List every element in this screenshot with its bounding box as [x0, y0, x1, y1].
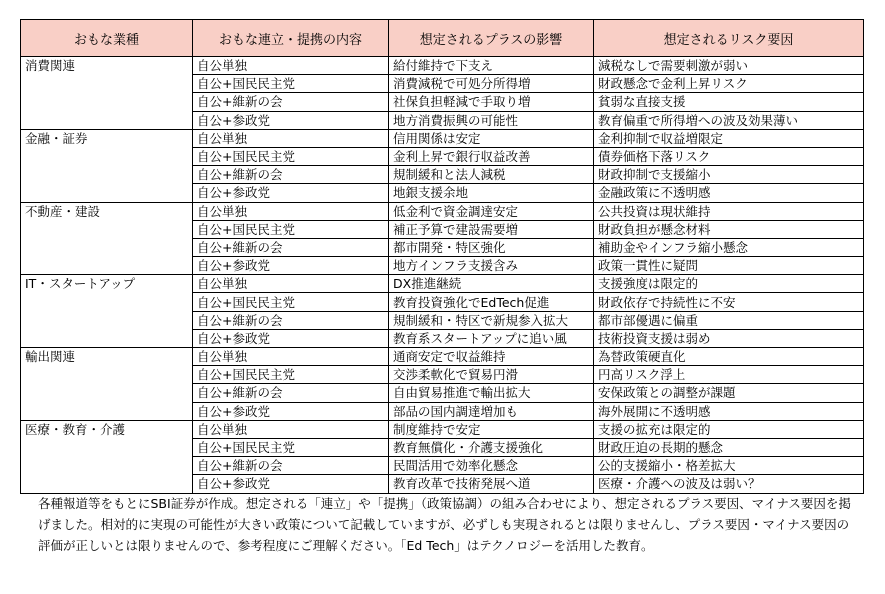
industry-cell: 金融・証券	[21, 129, 193, 202]
plus-impact-cell: 地方インフラ支援含み	[389, 257, 594, 275]
plus-impact-cell: 交渉柔軟化で貿易円滑	[389, 366, 594, 384]
plus-impact-cell: 地銀支援余地	[389, 184, 594, 202]
risk-factor-cell: 債券価格下落リスク	[594, 147, 864, 165]
risk-factor-cell: 円高リスク浮上	[594, 366, 864, 384]
risk-factor-cell: 補助金やインフラ縮小懸念	[594, 238, 864, 256]
plus-impact-cell: 規制緩和と法人減税	[389, 166, 594, 184]
industry-cell: IT・スタートアップ	[21, 275, 193, 348]
risk-factor-cell: 減税なしで需要刺激が弱い	[594, 57, 864, 75]
coalition-cell: 自公+国民民主党	[193, 438, 389, 456]
risk-factor-cell: 支援の拡充は限定的	[594, 420, 864, 438]
industry-cell: 輸出関連	[21, 348, 193, 421]
coalition-cell: 自公+維新の会	[193, 93, 389, 111]
table-row	[21, 129, 864, 147]
plus-impact-cell: 教育投資強化でEdTech促進	[389, 293, 594, 311]
coalition-cell: 自公+維新の会	[193, 311, 389, 329]
plus-impact-cell: 教育改革で技術発展へ道	[389, 475, 594, 493]
plus-impact-cell: 金利上昇で銀行収益改善	[389, 147, 594, 165]
risk-factor-cell: 都市部優遇に偏重	[594, 311, 864, 329]
risk-factor-cell: 財政負担が懸念材料	[594, 220, 864, 238]
coalition-cell: 自公+国民民主党	[193, 220, 389, 238]
plus-impact-cell: 都市開発・特区強化	[389, 238, 594, 256]
header-industry: おもな業種	[21, 20, 193, 57]
coalition-cell: 自公+国民民主党	[193, 366, 389, 384]
plus-impact-cell: 給付維持で下支え	[389, 57, 594, 75]
plus-impact-cell: 補正予算で建設需要増	[389, 220, 594, 238]
risk-factor-cell: 政策一貫性に疑問	[594, 257, 864, 275]
table-row	[21, 57, 864, 75]
header-plus-impact: 想定されるプラスの影響	[389, 20, 594, 57]
coalition-cell: 自公単独	[193, 129, 389, 147]
coalition-cell: 自公単独	[193, 202, 389, 220]
risk-factor-cell: 支援強度は限定的	[594, 275, 864, 293]
header-row	[21, 20, 864, 57]
industry-cell: 医療・教育・介護	[21, 420, 193, 493]
plus-impact-cell: 教育無償化・介護支援強化	[389, 438, 594, 456]
risk-factor-cell: 貧弱な直接支援	[594, 93, 864, 111]
plus-impact-cell: 地方消費振興の可能性	[389, 111, 594, 129]
coalition-cell: 自公+維新の会	[193, 457, 389, 475]
plus-impact-cell: 自由貿易推進で輸出拡大	[389, 384, 594, 402]
coalition-cell: 自公+参政党	[193, 475, 389, 493]
plus-impact-cell: 規制緩和・特区で新規参入拡大	[389, 311, 594, 329]
coalition-cell: 自公単独	[193, 420, 389, 438]
coalition-cell: 自公+参政党	[193, 184, 389, 202]
plus-impact-cell: 制度維持で安定	[389, 420, 594, 438]
plus-impact-cell: 教育系スタートアップに追い風	[389, 329, 594, 347]
plus-impact-cell: 通商安定で収益維持	[389, 348, 594, 366]
risk-factor-cell: 金融政策に不透明感	[594, 184, 864, 202]
coalition-cell: 自公+国民民主党	[193, 147, 389, 165]
plus-impact-cell: 消費減税で可処分所得増	[389, 75, 594, 93]
plus-impact-cell: 民間活用で効率化懸念	[389, 457, 594, 475]
risk-factor-cell: 教育偏重で所得増への波及効果薄い	[594, 111, 864, 129]
risk-factor-cell: 財政依存で持続性に不安	[594, 293, 864, 311]
risk-factor-cell: 金利抑制で収益増限定	[594, 129, 864, 147]
coalition-cell: 自公+維新の会	[193, 238, 389, 256]
table-row	[21, 420, 864, 438]
coalition-cell: 自公単独	[193, 348, 389, 366]
risk-factor-cell: 安保政策との調整が課題	[594, 384, 864, 402]
table-row	[21, 202, 864, 220]
table-body	[21, 57, 864, 494]
industry-cell: 不動産・建設	[21, 202, 193, 275]
risk-factor-cell: 技術投資支援は弱め	[594, 329, 864, 347]
risk-factor-cell: 財政圧迫の長期的懸念	[594, 438, 864, 456]
plus-impact-cell: 部品の国内調達増加も	[389, 402, 594, 420]
risk-factor-cell: 財政抑制で支援縮小	[594, 166, 864, 184]
table-row	[21, 348, 864, 366]
coalition-cell: 自公単独	[193, 57, 389, 75]
risk-factor-cell: 為替政策硬直化	[594, 348, 864, 366]
industry-cell: 消費関連	[21, 57, 193, 130]
table-row	[21, 275, 864, 293]
plus-impact-cell: DX推進継続	[389, 275, 594, 293]
coalition-cell: 自公+参政党	[193, 257, 389, 275]
footnote: 各種報道等をもとにSBI証券が作成。想定される「連立」や「提携」（政策協調）の組み合わせにより、想定されるプラス要因、マイナス要因を掲げました。相対的に実現の可能性が大きい政策について記載していますが、必ずしも実現されるとは限りませんし、プラス要因・マイナス要因の評価が正しいとは限りませんので、参考程度にご理解ください。「Ed Tech」はテクノロジーを活用した教育。	[38, 496, 851, 553]
risk-factor-cell: 海外展開に不透明感	[594, 402, 864, 420]
plus-impact-cell: 社保負担軽減で手取り増	[389, 93, 594, 111]
coalition-cell: 自公+参政党	[193, 402, 389, 420]
coalition-cell: 自公+参政党	[193, 329, 389, 347]
coalition-cell: 自公+維新の会	[193, 166, 389, 184]
plus-impact-cell: 低金利で資金調達安定	[389, 202, 594, 220]
coalition-cell: 自公+維新の会	[193, 384, 389, 402]
risk-factor-cell: 公共投資は現状維持	[594, 202, 864, 220]
header-coalition: おもな連立・提携の内容	[193, 20, 389, 57]
header-risk-factor: 想定されるリスク要因	[594, 20, 864, 57]
risk-factor-cell: 公的支援縮小・格差拡大	[594, 457, 864, 475]
risk-factor-cell: 医療・介護への波及は弱い？	[594, 475, 864, 493]
coalition-cell: 自公+国民民主党	[193, 293, 389, 311]
plus-impact-cell: 信用関係は安定	[389, 129, 594, 147]
policy-impact-table	[20, 19, 864, 494]
risk-factor-cell: 財政懸念で金利上昇リスク	[594, 75, 864, 93]
coalition-cell: 自公+国民民主党	[193, 75, 389, 93]
coalition-cell: 自公+参政党	[193, 111, 389, 129]
coalition-cell: 自公単独	[193, 275, 389, 293]
